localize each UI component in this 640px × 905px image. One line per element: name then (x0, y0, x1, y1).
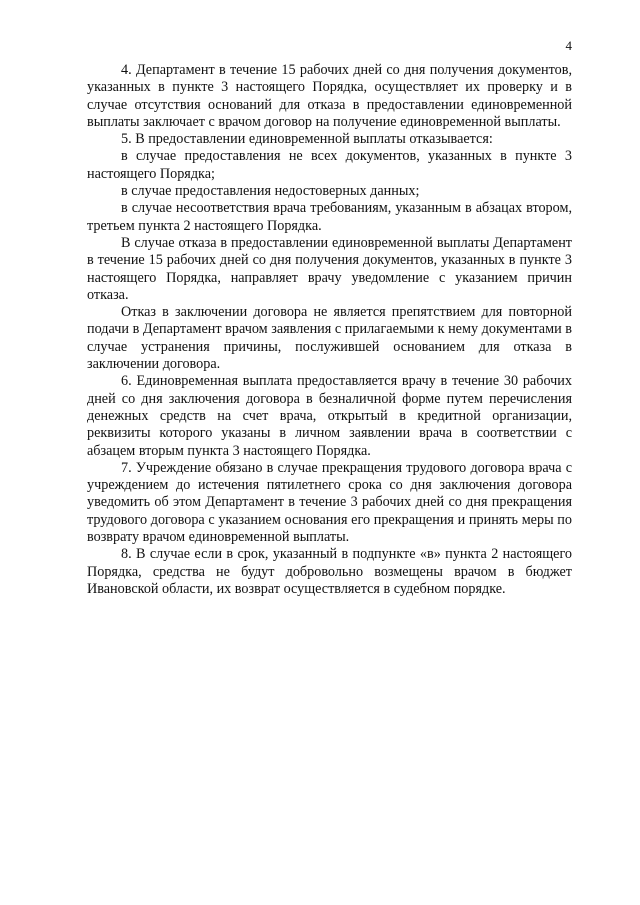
refusal-reason-requirements-mismatch: в случае несоответствия врача требованиям, указанным в абзацах втором, третьем пункта 2 настоящего Порядка. (87, 200, 572, 234)
refusal-reason-false-data: в случае предоставления недостоверных данных; (121, 183, 420, 200)
paragraph-7: 7. Учреждение обязано в случае прекращения трудового договора врача с учреждением до истечения пятилетнего срока со дня заключения договора уведомить об этом Департамент в течение 3 рабочих дней со дня прекращения трудового договора с указанием основания его прекращения и принять меры по возврату врачом единовременной выплаты. (87, 459, 572, 546)
page-number: 4 (565, 38, 572, 53)
refusal-reason-incomplete-documents: в случае предоставления не всех документов, указанных в пункте 3 настоящего Порядка; (87, 148, 572, 182)
paragraph-4: 4. Департамент в течение 15 рабочих дней со дня получения документов, указанных в пункте 3 настоящего Порядка, осуществляет их проверку и в случае отсутствия оснований для отказа в предоставлении единовременной выплаты заключает с врачом договор на получение единовременной выплаты. (87, 62, 572, 130)
paragraph-8: 8. В случае если в срок, указанный в подпункте «в» пункта 2 настоящего Порядка, средства не будут добровольно возмещены врачом в бюджет Ивановской области, их возврат осуществляется в судебном порядке. (87, 546, 572, 597)
paragraph-6: 6. Единовременная выплата предоставляется врачу в течение 30 рабочих дней со дня заключения договора в безналичной форме путем перечисления денежных средств на счет врача, открытый в кредитной организации, реквизиты которого указаны в личном заявлении врача в соответствии с абзацем вторым пункта 3 настоящего Порядка. (87, 373, 572, 459)
refusal-notification-paragraph: В случае отказа в предоставлении единовременной выплаты Департамент в течение 15 рабочих дней со дня получения документов, указанных в пункте 3 настоящего Порядка, направляет врачу уведомление с указанием причин отказа. (87, 234, 572, 303)
repeat-application-paragraph: Отказ в заключении договора не является препятствием для повторной подачи в Департамент врачом заявления с прилагаемыми к нему документами в случае устранения причины, послужившей основанием для отказа в заключении договора. (87, 304, 572, 373)
paragraph-5: 5. В предоставлении единовременной выплаты отказывается: (121, 131, 493, 148)
document-body (87, 62, 572, 598)
